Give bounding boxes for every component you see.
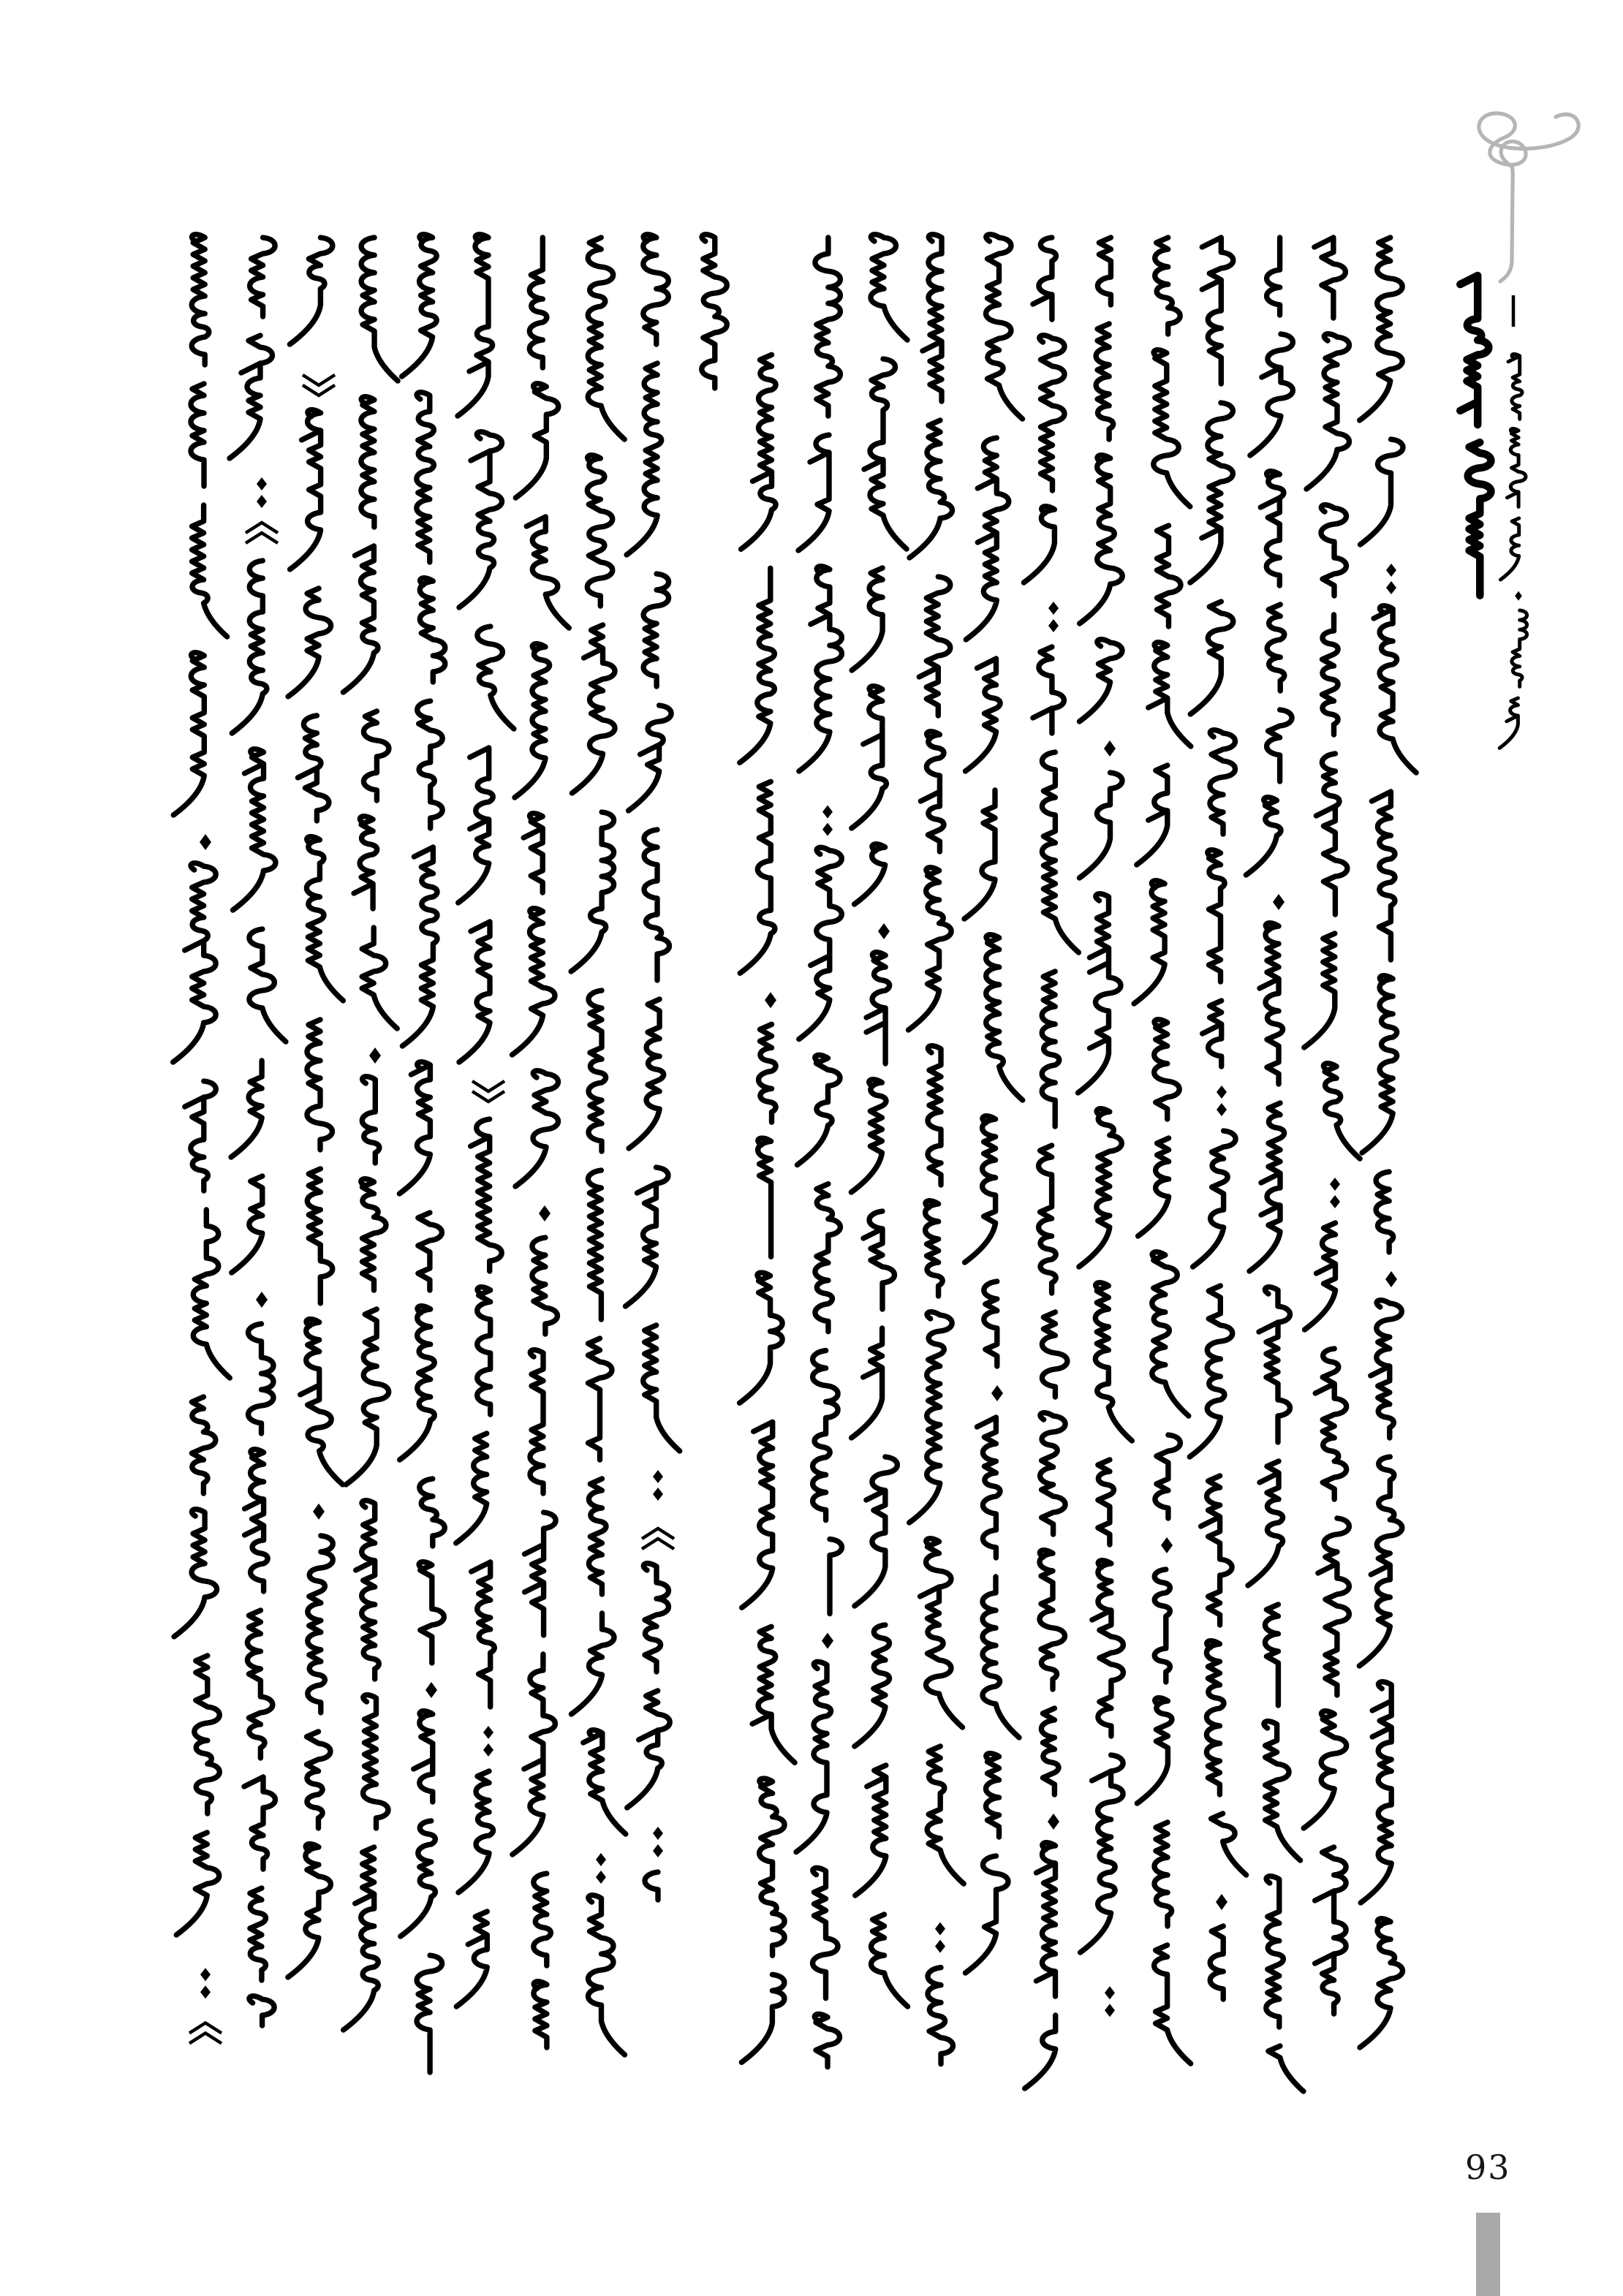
header-subtitle-column [1499,354,1526,748]
calligraphic-flourish-icon [1479,113,1578,281]
page-edge-tab [1476,2213,1500,2296]
body-text-columns [173,235,1416,2091]
page-number: 93 [1465,2148,1511,2187]
header-title-column [1460,276,1491,596]
